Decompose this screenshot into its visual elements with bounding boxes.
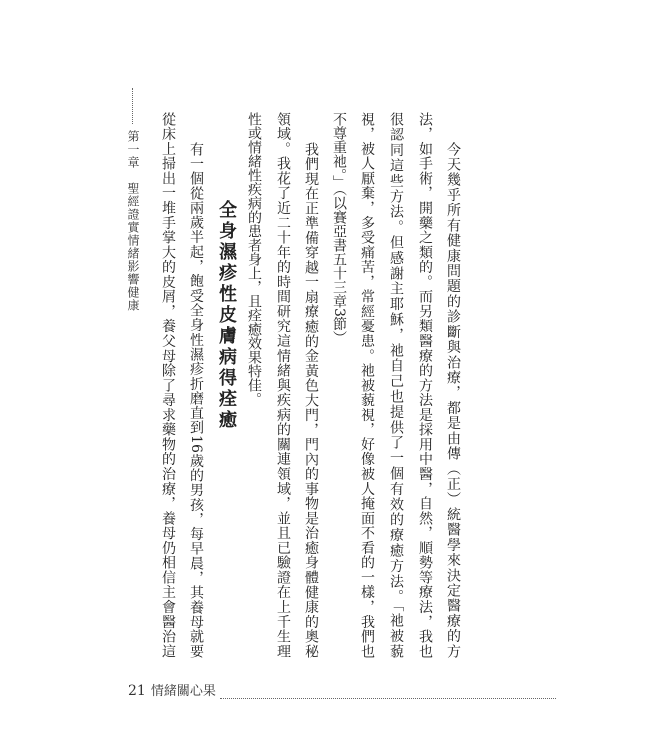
book-title: 情緒關心果	[150, 684, 216, 699]
text-column: 今天幾乎所有健康問題的診斷與治療，都是由傳（正）統醫學來決定醫療的方	[445, 142, 461, 658]
text-column: 不尊重祂。」（以賽亞書五十三章3節）	[331, 112, 347, 345]
section-heading: 全身濕疹性皮膚病得痊癒	[216, 200, 237, 431]
text-column: 領域。我花了近二十年的時間研究這情緒與疾病的關連領域，並且已驗證在上千生理	[275, 112, 291, 658]
text-column: 法，如手術，開藥之類的。而另類醫療的方法是採用中醫，自然，順勢等療法，我也	[417, 112, 433, 658]
header-dotted-rule	[132, 88, 133, 124]
text-column: 很認同這些方法。但感謝主耶穌，祂自己也提供了一個有效的療癒方法。「祂被藐	[388, 112, 404, 658]
page-footer	[128, 680, 556, 699]
text-column: 性或情緒性疾病的患者身上，且痊癒效果特佳。	[246, 112, 262, 406]
text-column: 我們現在正準備穿越一扇療癒的金黃色大門，門內的事物是治癒身體健康的奧秘	[303, 142, 319, 658]
text-column: 從床上掃出一堆手掌大的皮屑，養父母除了尋求藥物的治療，養母仍相信主會醫治這	[160, 112, 176, 658]
footer-dotted-rule	[220, 688, 556, 699]
running-header: 第一章 聖經證實情緒影響健康	[126, 130, 140, 312]
text-column: 視，被人厭棄，多受痛苦，常經憂患。祂被藐視，好像被人掩面不看的一樣，我們也	[359, 112, 375, 658]
page-number: 21	[128, 683, 146, 699]
text-column: 有一個從兩歲半起，飽受全身性濕疹折磨直到16歲的男孩，每早晨，其養母就要	[188, 142, 204, 658]
